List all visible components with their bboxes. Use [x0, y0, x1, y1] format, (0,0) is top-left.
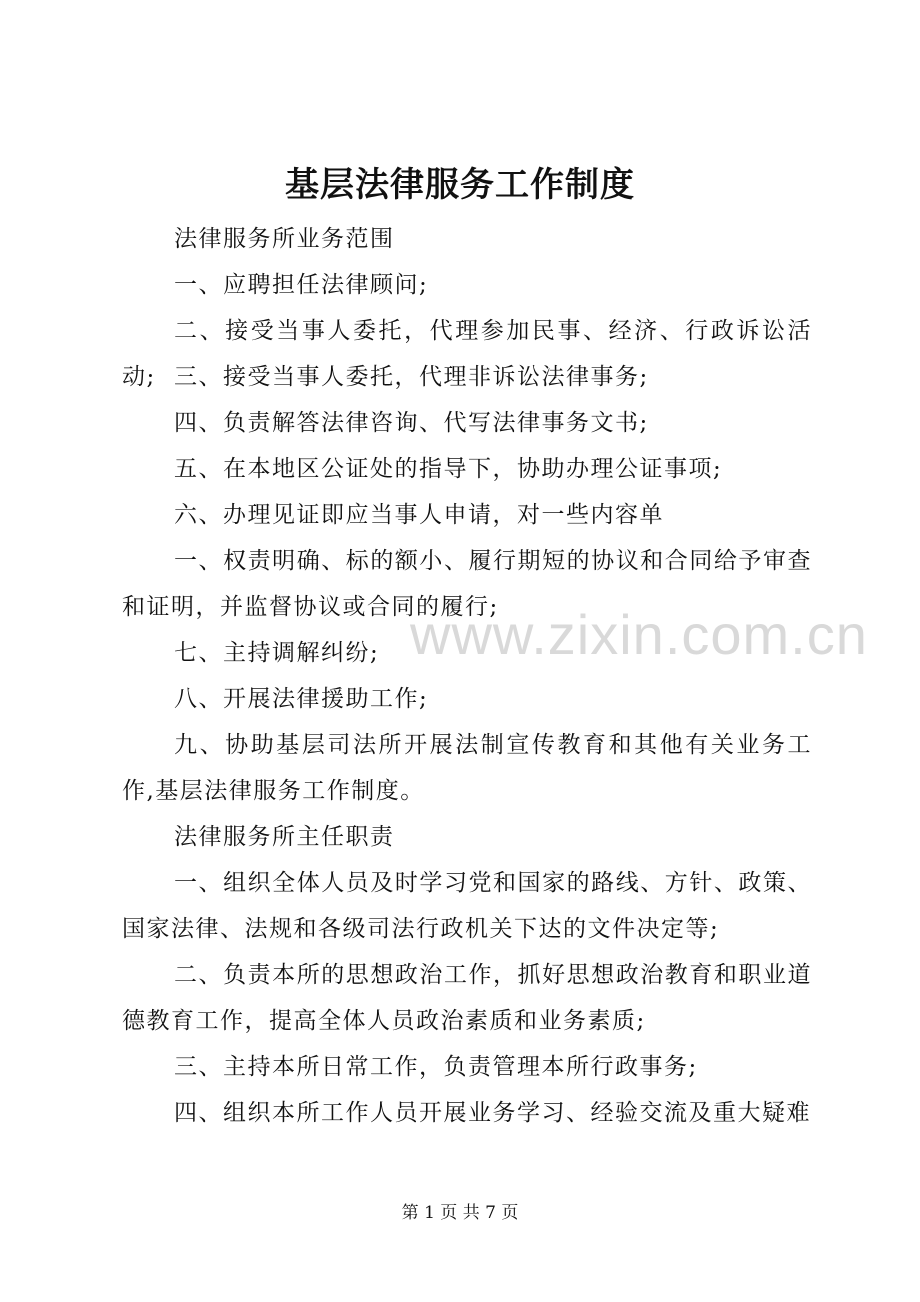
paragraph: 四、负责解答法律咨询、代写法律事务文书;	[174, 410, 649, 436]
paragraph: 一、组织全体人员及时学习党和国家的路线、方针、政策、国家法律、法规和各级司法行政机关下达的文件决定等;	[122, 870, 812, 942]
paragraph: 九、协助基层司法所开展法制宣传教育和其他有关业务工作,基层法律服务工作制度。	[122, 732, 812, 804]
paragraph: 二、负责本所的思想政治工作，抓好思想政治教育和职业道德教育工作，提高全体人员政治素质和业务素质;	[122, 962, 812, 1034]
paragraph: 二、接受当事人委托，代理参加民事、经济、行政诉讼活动;	[122, 318, 812, 390]
paragraph: 六、办理见证即应当事人申请，对一些内容单	[174, 502, 664, 528]
paragraph: 七、主持调解纠纷;	[174, 640, 380, 666]
watermark: www.zixin.com.cn	[410, 603, 868, 666]
paragraph: 一、权责明确、标的额小、履行期短的协议和合同给予审查和证明，并监督协议或合同的履行;	[122, 548, 812, 620]
paragraph: 四、组织本所工作人员开展业务学习、经验交流及重大疑难	[174, 1100, 811, 1126]
page-footer: 第 1 页 共 7 页	[401, 1203, 519, 1223]
paragraph: 八、开展法律援助工作;	[174, 686, 429, 712]
paragraph: 三、主持本所日常工作，负责管理本所行政事务;	[174, 1054, 698, 1080]
paragraph: 三、接受当事人委托，代理非诉讼法律事务;	[174, 364, 649, 390]
paragraph: 一、应聘担任法律顾问;	[174, 272, 429, 298]
paragraph: 五、在本地区公证处的指导下，协助办理公证事项;	[174, 456, 723, 482]
paragraph: 法律服务所业务范围	[174, 226, 395, 252]
page-title: 基层法律服务工作制度	[285, 165, 635, 205]
paragraph: 法律服务所主任职责	[174, 824, 395, 850]
